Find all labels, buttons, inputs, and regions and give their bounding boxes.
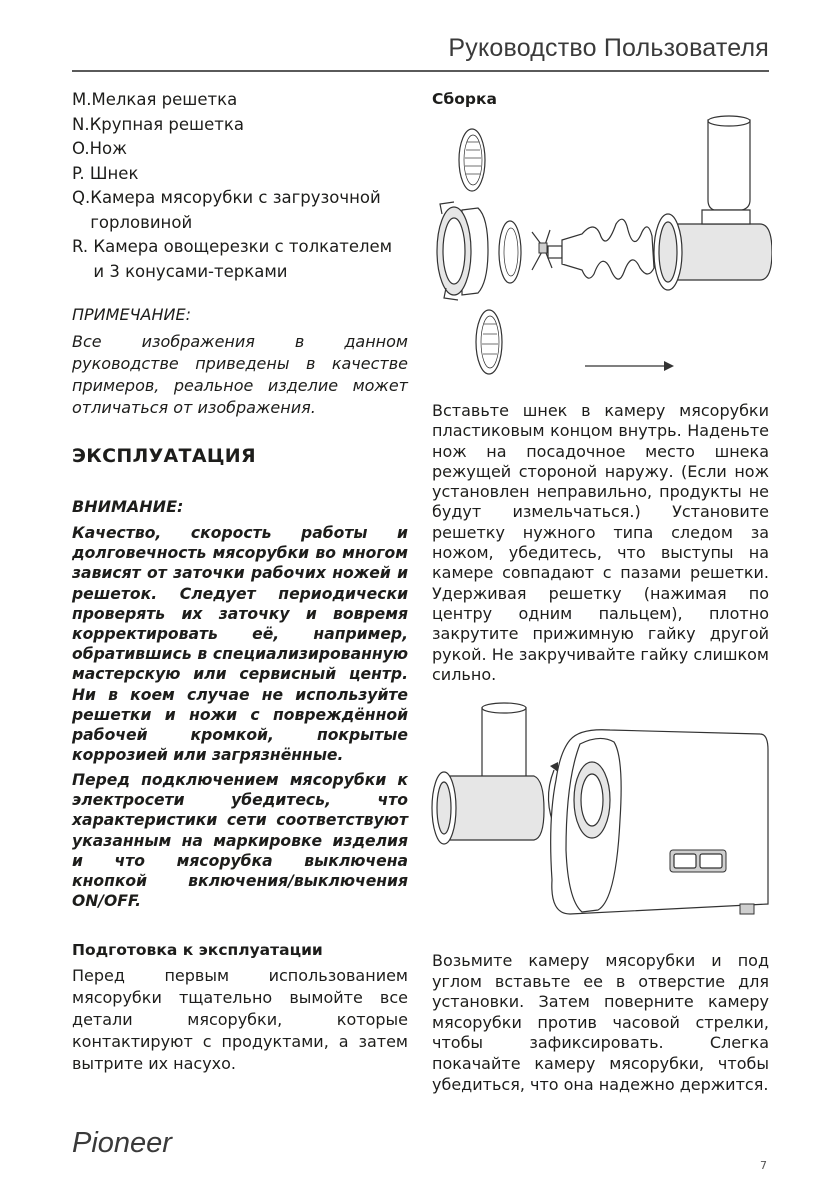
- warning-paragraph-1: Качество, скорость работы и долговечность мясорубки во многом зависят от заточки рабочих ножей и решеток. Следует периодически проверять их заточку и вовремя корректировать её, например, обратившись в специализированную мастерскую или сервисный центр. Ни в коем случае не используйте решетки и ножи с повреждённой рабочей кромкой, покрытые коррозией или загрязнённые.: [72, 524, 408, 765]
- list-item: Q. Камера мясорубки с загрузочной горловиной: [72, 188, 381, 232]
- note-label: ПРИМЕЧАНИЕ:: [72, 305, 191, 324]
- warning-label: ВНИМАНИЕ:: [72, 497, 184, 516]
- section-title-operation: ЭКСПЛУАТАЦИЯ: [72, 445, 256, 467]
- page-header-title: Руководство Пользователя: [448, 34, 769, 62]
- brand-logo: Pioneer: [72, 1127, 172, 1159]
- assembly-step-1-text: Вставьте шнек в камеру мясорубки пластиковым концом внутрь. Наденьте нож на посадочное место шнека режущей стороной наружу. (Если нож установлен неправильно, продукты не будут измельчаться.) Установите решетку нужного типа следом за ножом, убедитесь, что выступы на камере совпадают с пазами решетки. Удерживая решетку (нажимая по центру одним пальцем), плотно закрутите прижимную гайку другой рукой. Не закручивайте гайку слишком сильно.: [432, 401, 769, 684]
- preparation-text: Перед первым использованием мясорубки тщательно вымойте все детали мясорубки, которые контактируют с продуктами, а затем вытрите их насухо.: [72, 966, 408, 1073]
- parts-list: [72, 88, 408, 284]
- assembly-exploded-illustration: [432, 112, 772, 384]
- list-item: P. Шнек: [72, 163, 139, 183]
- list-item: O. Нож: [72, 139, 127, 158]
- assembly-step-2-text: Возьмите камеру мясорубки и под углом вставьте ее в отверстие для установки. Затем поверните камеру мясорубки против часовой стрелки, чтобы зафиксировать. Слегка покачайте камеру мясорубки, чтобы убедиться, что она надежно держится.: [432, 951, 769, 1094]
- list-item: M. Мелкая решетка: [72, 90, 238, 109]
- subsection-title-preparation: Подготовка к эксплуатации: [72, 941, 323, 959]
- note-text: Все изображения в данном руководстве приведены в качестве примеров, реальное изделие может отличаться от изображения.: [72, 332, 408, 417]
- list-item: N. Крупная решетка: [72, 114, 244, 134]
- subsection-title-assembly: Сборка: [432, 90, 497, 108]
- warning-paragraph-2: Перед подключением мясорубки к электросети убедитесь, что характеристики сети соответствуют указанным на маркировке изделия и что мясорубка выключена кнопкой включения/выключения ON/OFF.: [72, 771, 408, 911]
- page-number: 7: [760, 1159, 767, 1172]
- chamber-installation-illustration: [430, 700, 770, 920]
- list-item: R. Камера овощерезки с толкателем и 3 конусами-терками: [72, 237, 393, 281]
- header-divider: [72, 70, 769, 72]
